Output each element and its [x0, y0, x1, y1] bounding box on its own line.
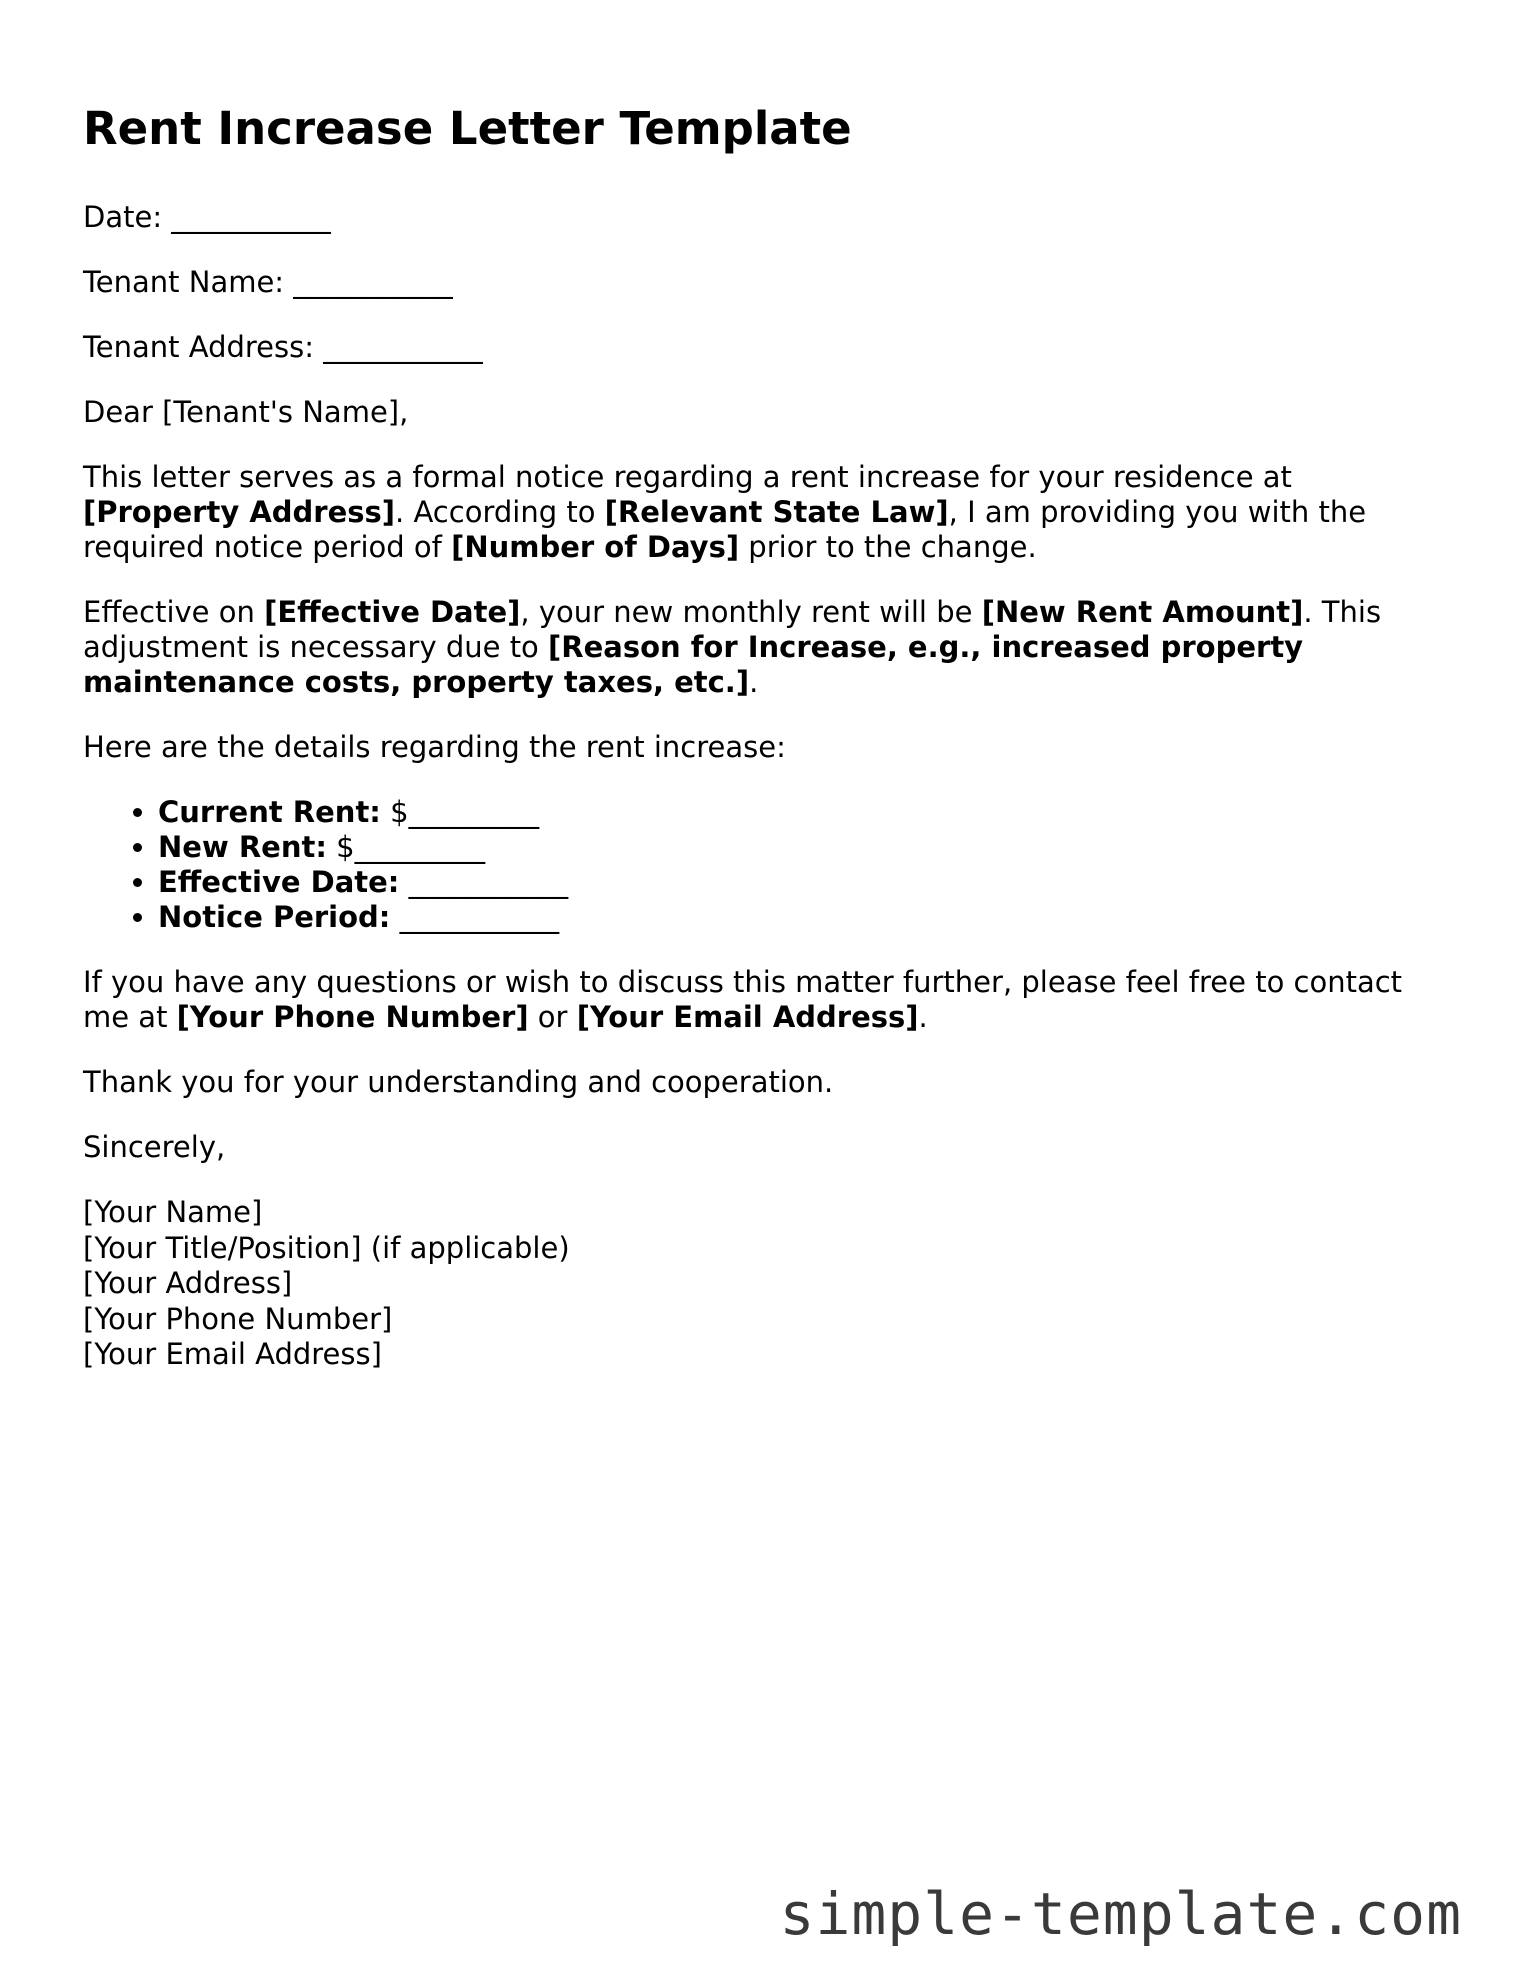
signature-block: [83, 1195, 1443, 1373]
paragraph-notice: [83, 460, 1443, 565]
detail-label: Notice Period:: [158, 900, 391, 934]
text: .: [749, 665, 759, 699]
detail-value: ___________: [399, 865, 569, 899]
page-title: Rent Increase Letter Template: [83, 102, 852, 155]
list-item: [158, 795, 1443, 830]
signature-address: [Your Address]: [83, 1266, 293, 1300]
list-item: [158, 900, 1443, 935]
placeholder-new-rent-amount: [New Rent Amount]: [981, 595, 1304, 629]
details-list: [83, 795, 1443, 935]
text: . According to: [395, 495, 605, 529]
placeholder-reason: [Reason for Increase, e.g., increased property maintenance costs, property taxes, etc.]: [83, 630, 1304, 699]
closing: Sincerely,: [83, 1130, 226, 1164]
detail-label: New Rent:: [158, 830, 327, 864]
signature-phone: [Your Phone Number]: [83, 1301, 393, 1336]
details-intro: Here are the details regarding the rent increase:: [83, 730, 786, 764]
text: This letter serves as a formal notice regarding a rent increase for your residence at: [83, 460, 1292, 494]
tenant-address-field: Tenant Address: ___________: [83, 330, 483, 364]
letter-document: [83, 100, 1443, 1373]
paragraph-contact: [83, 965, 1443, 1035]
placeholder-state-law: [Relevant State Law]: [604, 495, 949, 529]
text: If you have any questions or wish to discuss this matter further, please feel free to contact me at: [83, 965, 1403, 1034]
detail-value: ___________: [390, 900, 560, 934]
salutation: Dear [Tenant's Name],: [83, 395, 409, 429]
thanks-line: Thank you for your understanding and cooperation.: [83, 1065, 834, 1099]
signature-title: [Your Title/Position] (if applicable): [83, 1230, 570, 1265]
text: . This adjustment is necessary due to: [83, 595, 1382, 664]
detail-value: $_________: [326, 830, 486, 864]
text: .: [918, 1000, 928, 1034]
tenant-name-field: Tenant Name: ___________: [83, 265, 453, 299]
text: or: [528, 1000, 577, 1034]
detail-label: Current Rent:: [158, 795, 381, 829]
text: , I am providing you with the required notice period of: [83, 495, 1367, 564]
placeholder-email: [Your Email Address]: [576, 1000, 919, 1034]
detail-value: $_________: [380, 795, 540, 829]
date-field: Date: ___________: [83, 200, 331, 234]
placeholder-property-address: [Property Address]: [83, 495, 396, 529]
watermark: simple-template.com: [779, 1880, 1462, 1948]
placeholder-effective-date: [Effective Date]: [264, 595, 521, 629]
text: , your new monthly rent will be: [520, 595, 982, 629]
placeholder-number-of-days: [Number of Days]: [451, 530, 740, 564]
paragraph-effective: [83, 595, 1443, 700]
detail-label: Effective Date:: [158, 865, 400, 899]
list-item: [158, 865, 1443, 900]
placeholder-phone: [Your Phone Number]: [176, 1000, 529, 1034]
text: Effective on: [83, 595, 265, 629]
text: prior to the change.: [739, 530, 1037, 564]
signature-email: [Your Email Address]: [83, 1337, 382, 1371]
list-item: [158, 830, 1443, 865]
signature-name: [Your Name]: [83, 1195, 263, 1229]
